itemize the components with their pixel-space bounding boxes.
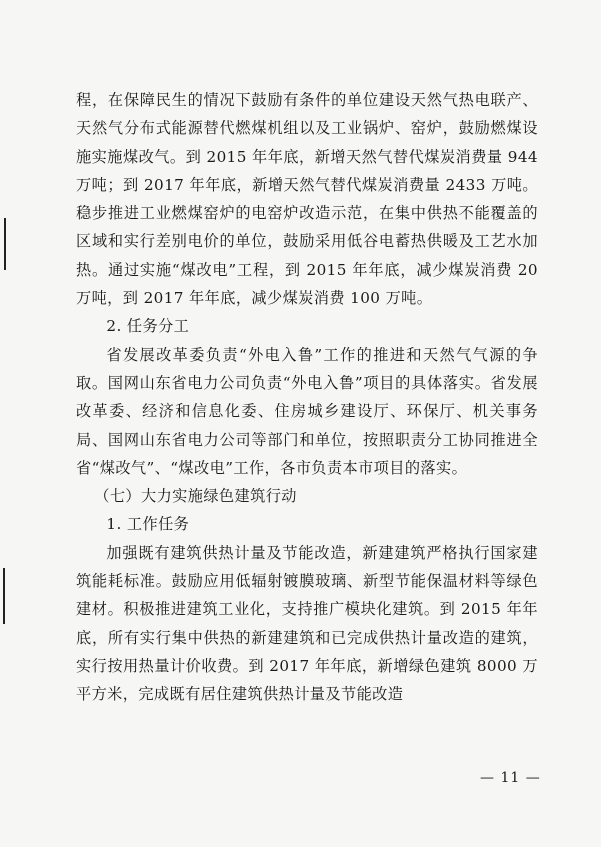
subheading-work-tasks: 1. 工作任务 [106, 515, 190, 534]
paragraph-continued: 程，在保障民生的情况下鼓励有条件的单位建设天然气热电联产、天然气分布式能源替代燃煤机组以及工业锅炉、窑炉，鼓励燃煤设施实施煤改气。到 2015 年年底，新增天然气替代煤炭消费量 944 万吨；到 2017 年年底，新增天然气替代煤炭消费量 2433 万吨。稳步推进工业燃煤窑炉的电窑炉改造示范，在集中供热不能覆盖的区域和实行差别电价的单位，鼓励采用低谷电蓄热供暖及工艺水加热。通过实施“煤改电”工程，到 2015 年年底，减少煤炭消费 20 万吨，到 2017 年年底，减少煤炭消费 100 万吨。 [76, 91, 538, 308]
section-heading-green-building: （七）大力实施绿色建筑行动 [94, 487, 297, 506]
paragraph-task-division: 省发展改革委负责“外电入鲁”工作的推进和天然气气源的争取。国网山东省电力公司负责“外电入鲁”项目的具体落实。省发展改革委、经济和信息化委、住房城乡建设厅、环保厅、机关事务局、国网山东省电力公司等部门和单位，按照职责分工协同推进全省“煤改气”、“煤改电”工作，各市负责本市项目的落实。 [76, 345, 538, 477]
binding-mark-bottom [3, 568, 5, 624]
body-text [76, 86, 538, 709]
binding-mark-top [4, 218, 6, 270]
page-number: — 11 — [480, 770, 541, 786]
paragraph-work-tasks: 加强既有建筑供热计量及节能改造，新建建筑严格执行国家建筑能耗标准。鼓励应用低辐射镀膜玻璃、新型节能保温材料等绿色建材。积极推进建筑工业化，支持推广模块化建筑。到 2015 年年底，所有实行集中供热的新建建筑和已完成供热计量改造的建筑，实行按用热量计价收费。到 2017 年年底，新增绿色建筑 8000 万平方米，完成既有居住建筑供热计量及节能改造 [76, 543, 538, 704]
subheading-task-division: 2. 任务分工 [106, 317, 190, 336]
